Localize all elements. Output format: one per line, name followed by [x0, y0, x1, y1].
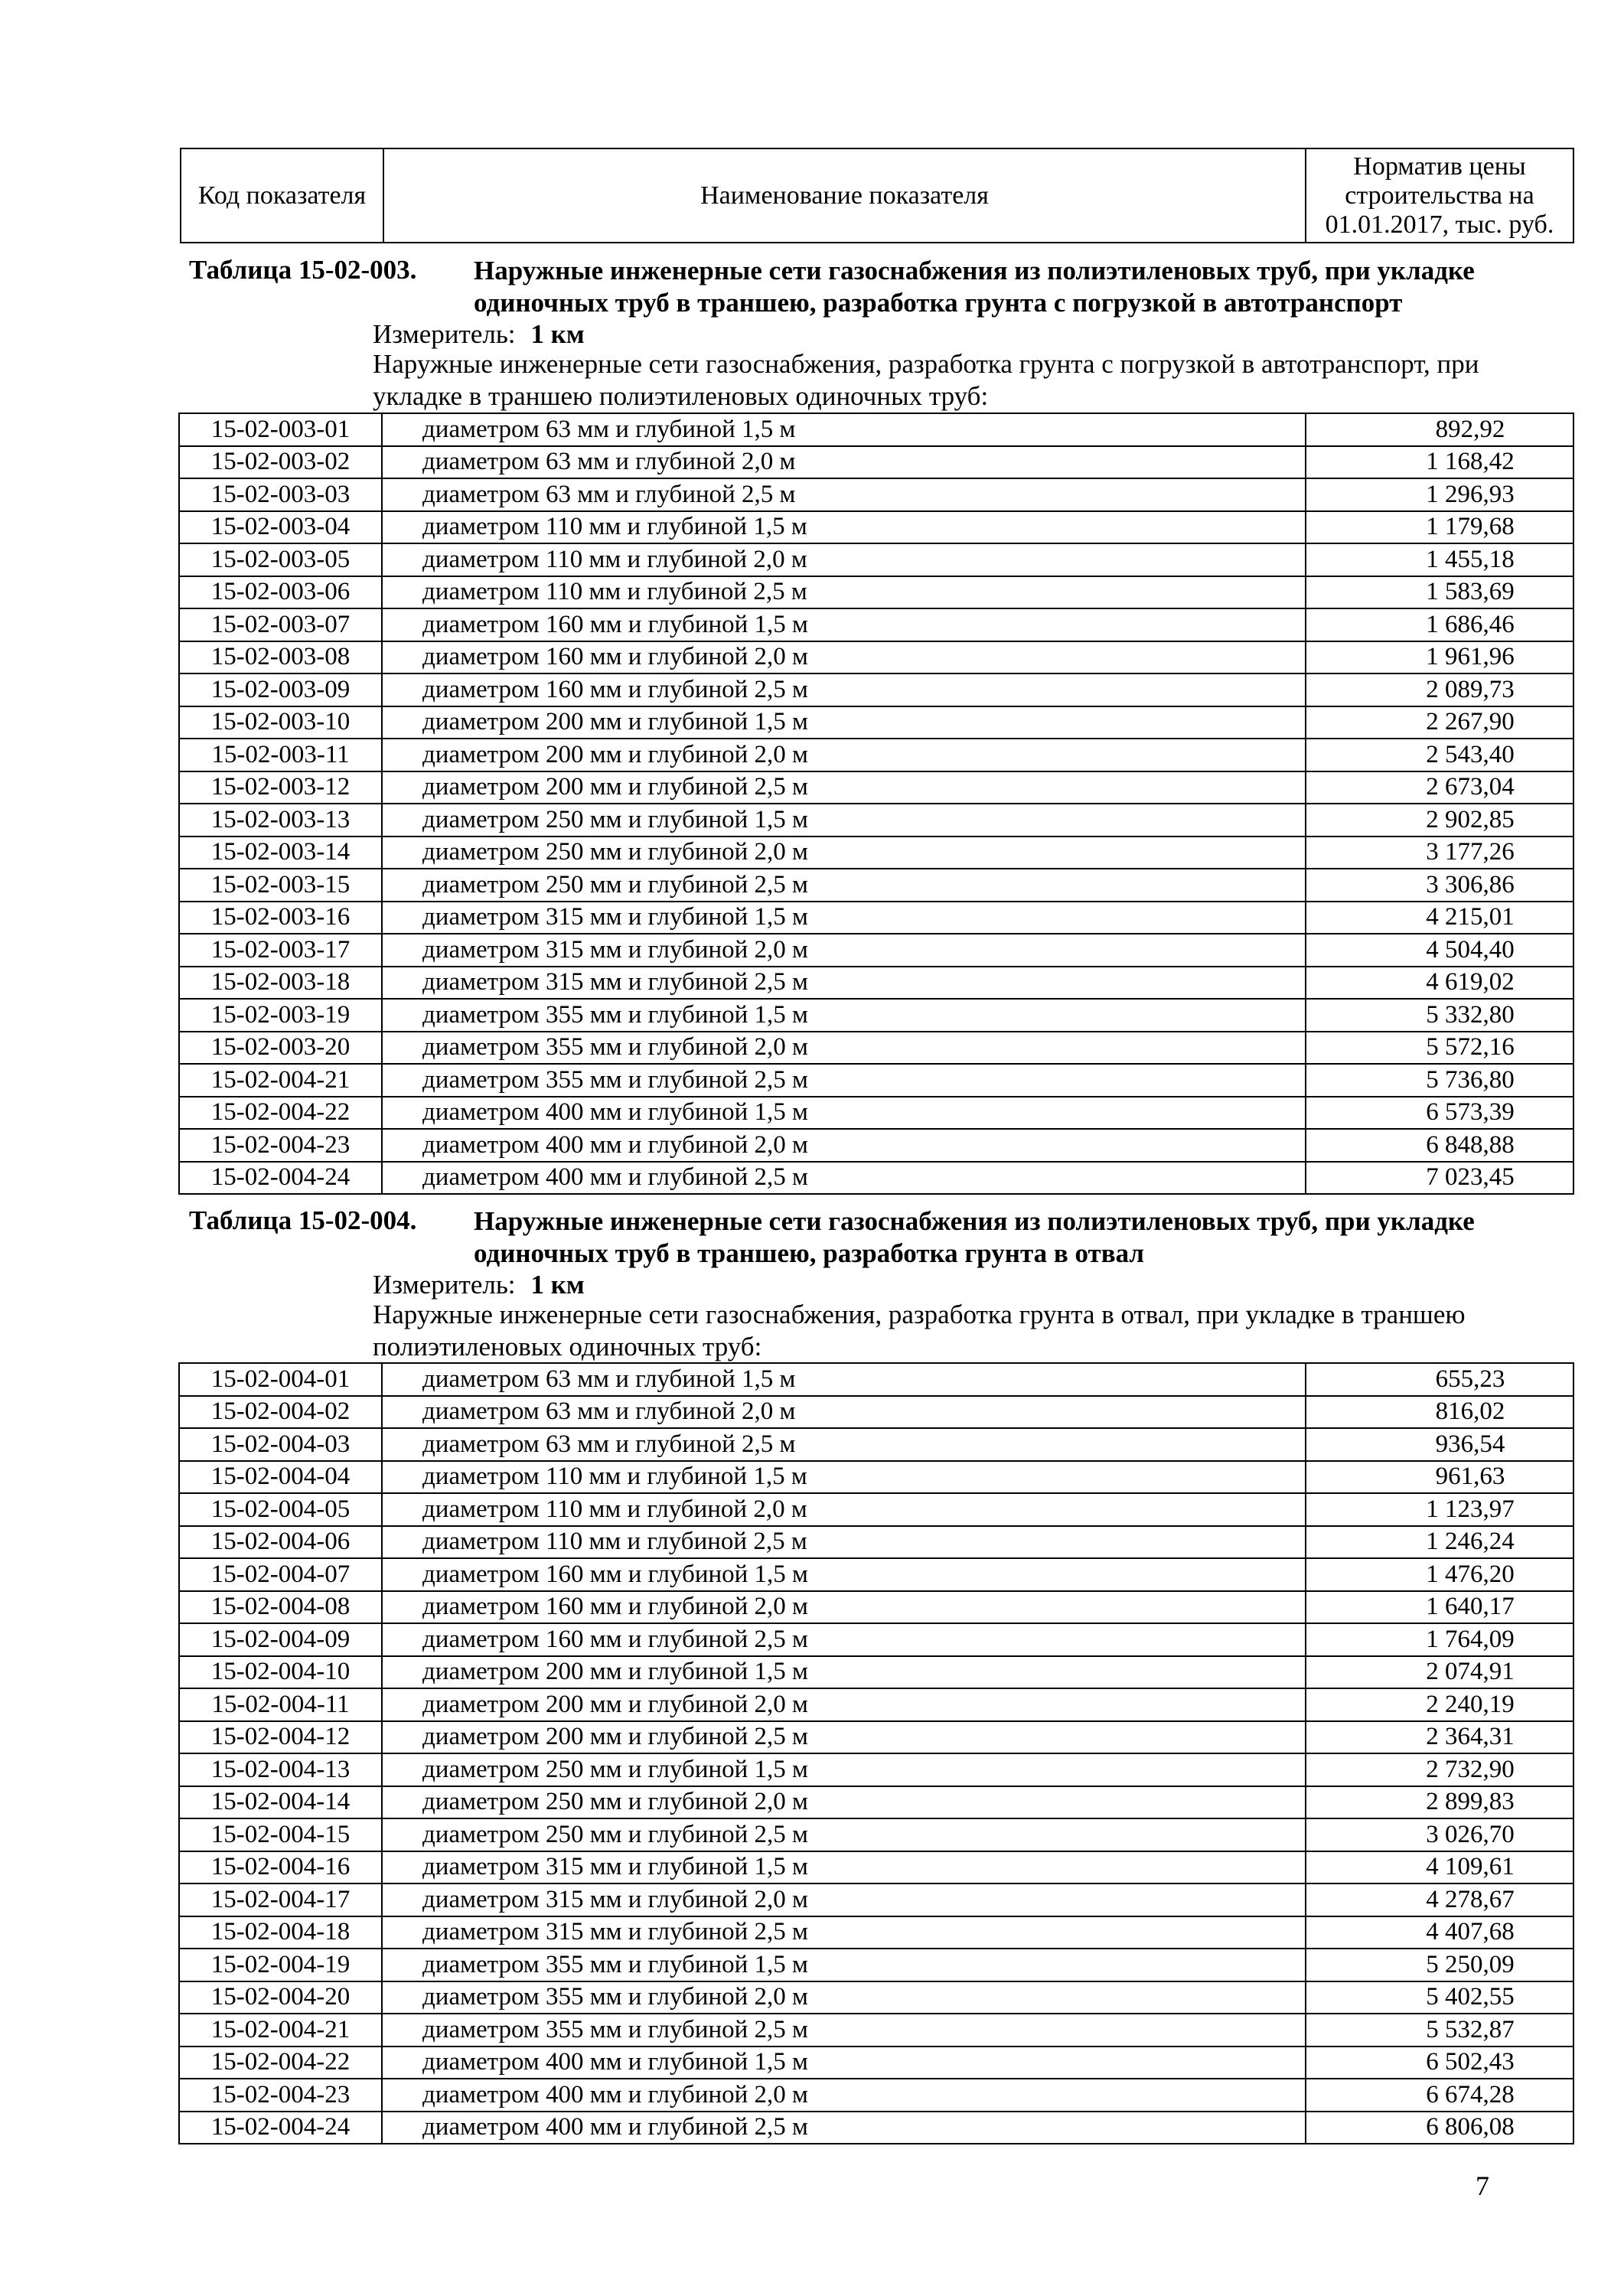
row-price: 2 240,19 — [1306, 1688, 1573, 1721]
table-row — [179, 673, 1573, 706]
table-number: Таблица 15-02-003. — [189, 255, 417, 285]
table-row — [179, 739, 1573, 771]
row-name: диаметром 63 мм и глубиной 2,0 м — [382, 446, 1306, 479]
row-code: 15-02-003-02 — [179, 446, 382, 479]
header-price-line: строительства на — [1345, 181, 1534, 210]
row-code: 15-02-004-10 — [179, 1656, 382, 1689]
row-price: 4 504,40 — [1306, 934, 1573, 967]
page-number: 7 — [1476, 2170, 1489, 2201]
measure-label: Измеритель: — [373, 1270, 516, 1300]
row-name: диаметром 63 мм и глубиной 1,5 м — [382, 1363, 1306, 1396]
row-name: диаметром 400 мм и глубиной 2,0 м — [382, 2079, 1306, 2112]
row-price: 2 899,83 — [1306, 1786, 1573, 1819]
row-code: 15-02-003-16 — [179, 902, 382, 934]
row-price: 5 736,80 — [1306, 1064, 1573, 1097]
row-name: диаметром 355 мм и глубиной 2,5 м — [382, 2014, 1306, 2047]
measure-label: Измеритель: — [373, 319, 516, 349]
table-row — [179, 2079, 1573, 2112]
row-code: 15-02-003-06 — [179, 576, 382, 609]
row-code: 15-02-003-17 — [179, 934, 382, 967]
table-row — [179, 1526, 1573, 1559]
row-price: 5 332,80 — [1306, 999, 1573, 1032]
row-code: 15-02-004-13 — [179, 1753, 382, 1786]
row-name: диаметром 200 мм и глубиной 2,0 м — [382, 739, 1306, 771]
row-code: 15-02-004-09 — [179, 1623, 382, 1656]
row-price: 2 089,73 — [1306, 673, 1573, 706]
table-row — [179, 804, 1573, 837]
row-price: 892,92 — [1306, 413, 1573, 446]
row-name: диаметром 400 мм и глубиной 2,5 м — [382, 2112, 1306, 2144]
row-code: 15-02-003-10 — [179, 706, 382, 739]
measure-value: 1 км — [530, 1270, 585, 1300]
row-price: 2 364,31 — [1306, 1721, 1573, 1754]
row-code: 15-02-004-22 — [179, 1097, 382, 1130]
row-price: 1 640,17 — [1306, 1591, 1573, 1624]
row-code: 15-02-003-07 — [179, 608, 382, 641]
table-row — [179, 446, 1573, 479]
row-name: диаметром 200 мм и глубиной 2,0 м — [382, 1688, 1306, 1721]
row-name: диаметром 355 мм и глубиной 1,5 м — [382, 999, 1306, 1032]
table-description: Наружные инженерные сети газоснабжения, разработка грунта в отвал, при укладке в траншею полиэтиленовых одиночных труб: — [373, 1300, 1466, 1362]
row-name: диаметром 315 мм и глубиной 2,0 м — [382, 934, 1306, 967]
row-name: диаметром 315 мм и глубиной 2,0 м — [382, 1883, 1306, 1916]
table-row — [179, 1162, 1573, 1195]
row-price: 1 455,18 — [1306, 543, 1573, 576]
table-row — [179, 1064, 1573, 1097]
row-name: диаметром 400 мм и глубиной 1,5 м — [382, 1097, 1306, 1130]
row-name: диаметром 355 мм и глубиной 2,0 м — [382, 1981, 1306, 2014]
row-price: 3 177,26 — [1306, 837, 1573, 869]
row-price: 4 109,61 — [1306, 1851, 1573, 1884]
row-name: диаметром 250 мм и глубиной 1,5 м — [382, 1753, 1306, 1786]
table-row — [179, 2047, 1573, 2079]
row-name: диаметром 250 мм и глубиной 2,5 м — [382, 869, 1306, 902]
row-price: 1 476,20 — [1306, 1558, 1573, 1591]
row-code: 15-02-004-04 — [179, 1461, 382, 1494]
row-price: 7 023,45 — [1306, 1162, 1573, 1195]
table-row — [179, 1428, 1573, 1461]
row-code: 15-02-003-04 — [179, 511, 382, 544]
row-code: 15-02-003-09 — [179, 673, 382, 706]
row-price: 3 026,70 — [1306, 1818, 1573, 1851]
table-row — [179, 1493, 1573, 1526]
table-row — [179, 1721, 1573, 1754]
column-header-table — [180, 148, 1574, 243]
row-code: 15-02-004-24 — [179, 1162, 382, 1195]
table-row — [179, 1753, 1573, 1786]
table-row — [179, 967, 1573, 1000]
row-name: диаметром 250 мм и глубиной 2,0 м — [382, 1786, 1306, 1819]
row-name: диаметром 63 мм и глубиной 2,5 м — [382, 1428, 1306, 1461]
row-code: 15-02-003-11 — [179, 739, 382, 771]
row-price: 816,02 — [1306, 1396, 1573, 1429]
table-row — [179, 641, 1573, 674]
measure — [373, 319, 585, 350]
table-row — [179, 771, 1573, 804]
row-code: 15-02-003-18 — [179, 967, 382, 1000]
row-name: диаметром 110 мм и глубиной 2,5 м — [382, 576, 1306, 609]
row-code: 15-02-004-23 — [179, 2079, 382, 2112]
row-name: диаметром 160 мм и глубиной 2,5 м — [382, 673, 1306, 706]
table-row — [179, 413, 1573, 446]
table-row — [179, 1591, 1573, 1624]
row-code: 15-02-004-03 — [179, 1428, 382, 1461]
row-code: 15-02-003-15 — [179, 869, 382, 902]
row-price: 6 848,88 — [1306, 1129, 1573, 1162]
header-row — [181, 148, 1573, 243]
table-row — [179, 1558, 1573, 1591]
table-row — [179, 1949, 1573, 1981]
row-code: 15-02-004-20 — [179, 1981, 382, 2014]
row-code: 15-02-003-05 — [179, 543, 382, 576]
row-price: 6 573,39 — [1306, 1097, 1573, 1130]
row-name: диаметром 400 мм и глубиной 1,5 м — [382, 2047, 1306, 2079]
row-code: 15-02-004-06 — [179, 1526, 382, 1559]
table-description: Наружные инженерные сети газоснабжения, разработка грунта с погрузкой в автотранспорт, при укладке в траншею полиэтиленовых одиночных труб: — [373, 349, 1479, 411]
row-price: 936,54 — [1306, 1428, 1573, 1461]
row-code: 15-02-004-14 — [179, 1786, 382, 1819]
table-number: Таблица 15-02-004. — [189, 1205, 417, 1235]
row-price: 2 673,04 — [1306, 771, 1573, 804]
row-name: диаметром 200 мм и глубиной 1,5 м — [382, 706, 1306, 739]
table-row — [179, 478, 1573, 511]
table-row — [179, 1396, 1573, 1429]
table-row — [179, 999, 1573, 1032]
table-row — [179, 1623, 1573, 1656]
table-row — [179, 1786, 1573, 1819]
row-code: 15-02-004-22 — [179, 2047, 382, 2079]
row-code: 15-02-003-13 — [179, 804, 382, 837]
row-code: 15-02-003-12 — [179, 771, 382, 804]
row-code: 15-02-004-02 — [179, 1396, 382, 1429]
row-code: 15-02-004-21 — [179, 2014, 382, 2047]
row-price: 2 543,40 — [1306, 739, 1573, 771]
row-price: 1 179,68 — [1306, 511, 1573, 544]
row-price: 961,63 — [1306, 1461, 1573, 1494]
table-row — [179, 1656, 1573, 1689]
row-name: диаметром 315 мм и глубиной 1,5 м — [382, 902, 1306, 934]
row-price: 2 074,91 — [1306, 1656, 1573, 1689]
row-price: 4 278,67 — [1306, 1883, 1573, 1916]
row-price: 4 407,68 — [1306, 1916, 1573, 1949]
table-row — [179, 1032, 1573, 1065]
row-name: диаметром 315 мм и глубиной 2,5 м — [382, 967, 1306, 1000]
row-name: диаметром 400 мм и глубиной 2,5 м — [382, 1162, 1306, 1195]
row-code: 15-02-004-21 — [179, 1064, 382, 1097]
row-code: 15-02-004-18 — [179, 1916, 382, 1949]
row-code: 15-02-004-17 — [179, 1883, 382, 1916]
row-code: 15-02-003-14 — [179, 837, 382, 869]
header-price-line: 01.01.2017, тыс. руб. — [1325, 210, 1554, 239]
table-row — [179, 1883, 1573, 1916]
row-code: 15-02-004-08 — [179, 1591, 382, 1624]
table-row — [179, 1129, 1573, 1162]
table-row — [179, 1363, 1573, 1396]
row-name: диаметром 160 мм и глубиной 2,5 м — [382, 1623, 1306, 1656]
row-price: 4 619,02 — [1306, 967, 1573, 1000]
row-price: 1 246,24 — [1306, 1526, 1573, 1559]
header-code: Код показателя — [181, 148, 383, 243]
price-table — [178, 413, 1574, 1195]
row-code: 15-02-004-01 — [179, 1363, 382, 1396]
row-code: 15-02-003-19 — [179, 999, 382, 1032]
row-name: диаметром 200 мм и глубиной 2,5 м — [382, 1721, 1306, 1754]
row-price: 5 402,55 — [1306, 1981, 1573, 2014]
row-price: 655,23 — [1306, 1363, 1573, 1396]
header-price-line: Норматив цены — [1353, 152, 1526, 181]
header-name: Наименование показателя — [383, 148, 1306, 243]
row-name: диаметром 250 мм и глубиной 2,5 м — [382, 1818, 1306, 1851]
row-code: 15-02-003-03 — [179, 478, 382, 511]
row-price: 6 502,43 — [1306, 2047, 1573, 2079]
row-price: 1 961,96 — [1306, 641, 1573, 674]
row-name: диаметром 160 мм и глубиной 2,0 м — [382, 1591, 1306, 1624]
row-name: диаметром 63 мм и глубиной 2,5 м — [382, 478, 1306, 511]
row-name: диаметром 63 мм и глубиной 2,0 м — [382, 1396, 1306, 1429]
table-row — [179, 608, 1573, 641]
row-code: 15-02-004-24 — [179, 2112, 382, 2144]
table-row — [179, 1851, 1573, 1884]
row-name: диаметром 160 мм и глубиной 1,5 м — [382, 608, 1306, 641]
row-name: диаметром 63 мм и глубиной 1,5 м — [382, 413, 1306, 446]
table-title: Наружные инженерные сети газоснабжения из полиэтиленовых труб, при укладке одиночных труб в траншею, разработка грунта в отвал — [474, 1206, 1475, 1268]
row-name: диаметром 250 мм и глубиной 2,0 м — [382, 837, 1306, 869]
row-name: диаметром 110 мм и глубиной 2,5 м — [382, 1526, 1306, 1559]
table-row — [179, 2014, 1573, 2047]
row-price: 1 583,69 — [1306, 576, 1573, 609]
row-name: диаметром 110 мм и глубиной 1,5 м — [382, 1461, 1306, 1494]
row-price: 1 686,46 — [1306, 608, 1573, 641]
table-row — [179, 869, 1573, 902]
row-price: 6 806,08 — [1306, 2112, 1573, 2144]
row-price: 1 764,09 — [1306, 1623, 1573, 1656]
row-name: диаметром 355 мм и глубиной 2,0 м — [382, 1032, 1306, 1065]
row-price: 5 572,16 — [1306, 1032, 1573, 1065]
row-name: диаметром 400 мм и глубиной 2,0 м — [382, 1129, 1306, 1162]
header-price — [1306, 148, 1573, 243]
row-name: диаметром 160 мм и глубиной 2,0 м — [382, 641, 1306, 674]
table-row — [179, 1461, 1573, 1494]
row-code: 15-02-003-20 — [179, 1032, 382, 1065]
row-price: 5 250,09 — [1306, 1949, 1573, 1981]
row-price: 4 215,01 — [1306, 902, 1573, 934]
table-row — [179, 511, 1573, 544]
table-title: Наружные инженерные сети газоснабжения из полиэтиленовых труб, при укладке одиночных труб в траншею, разработка грунта с погрузкой в автотранспорт — [474, 256, 1475, 318]
row-price: 1 168,42 — [1306, 446, 1573, 479]
row-code: 15-02-004-15 — [179, 1818, 382, 1851]
row-code: 15-02-004-12 — [179, 1721, 382, 1754]
row-name: диаметром 200 мм и глубиной 2,5 м — [382, 771, 1306, 804]
row-price: 2 267,90 — [1306, 706, 1573, 739]
row-name: диаметром 355 мм и глубиной 2,5 м — [382, 1064, 1306, 1097]
row-code: 15-02-004-05 — [179, 1493, 382, 1526]
row-name: диаметром 250 мм и глубиной 1,5 м — [382, 804, 1306, 837]
table-row — [179, 543, 1573, 576]
row-price: 1 296,93 — [1306, 478, 1573, 511]
row-code: 15-02-004-23 — [179, 1129, 382, 1162]
row-name: диаметром 355 мм и глубиной 1,5 м — [382, 1949, 1306, 1981]
row-price: 5 532,87 — [1306, 2014, 1573, 2047]
row-code: 15-02-003-01 — [179, 413, 382, 446]
table-row — [179, 837, 1573, 869]
measure — [373, 1270, 585, 1300]
row-code: 15-02-004-07 — [179, 1558, 382, 1591]
table-row — [179, 576, 1573, 609]
row-name: диаметром 110 мм и глубиной 2,0 м — [382, 543, 1306, 576]
table-row — [179, 706, 1573, 739]
row-name: диаметром 110 мм и глубиной 1,5 м — [382, 511, 1306, 544]
price-table — [178, 1362, 1574, 2144]
row-code: 15-02-004-16 — [179, 1851, 382, 1884]
table-row — [179, 1916, 1573, 1949]
row-name: диаметром 315 мм и глубиной 1,5 м — [382, 1851, 1306, 1884]
table-row — [179, 1981, 1573, 2014]
measure-value: 1 км — [530, 319, 585, 349]
table-row — [179, 1688, 1573, 1721]
row-name: диаметром 200 мм и глубиной 1,5 м — [382, 1656, 1306, 1689]
row-name: диаметром 315 мм и глубиной 2,5 м — [382, 1916, 1306, 1949]
row-code: 15-02-004-11 — [179, 1688, 382, 1721]
row-price: 3 306,86 — [1306, 869, 1573, 902]
row-name: диаметром 110 мм и глубиной 2,0 м — [382, 1493, 1306, 1526]
table-row — [179, 2112, 1573, 2144]
table-row — [179, 902, 1573, 934]
row-price: 1 123,97 — [1306, 1493, 1573, 1526]
row-price: 6 674,28 — [1306, 2079, 1573, 2112]
row-price: 2 902,85 — [1306, 804, 1573, 837]
table-row — [179, 1818, 1573, 1851]
table-row — [179, 934, 1573, 967]
row-code: 15-02-003-08 — [179, 641, 382, 674]
table-row — [179, 1097, 1573, 1130]
row-code: 15-02-004-19 — [179, 1949, 382, 1981]
row-name: диаметром 160 мм и глубиной 1,5 м — [382, 1558, 1306, 1591]
row-price: 2 732,90 — [1306, 1753, 1573, 1786]
